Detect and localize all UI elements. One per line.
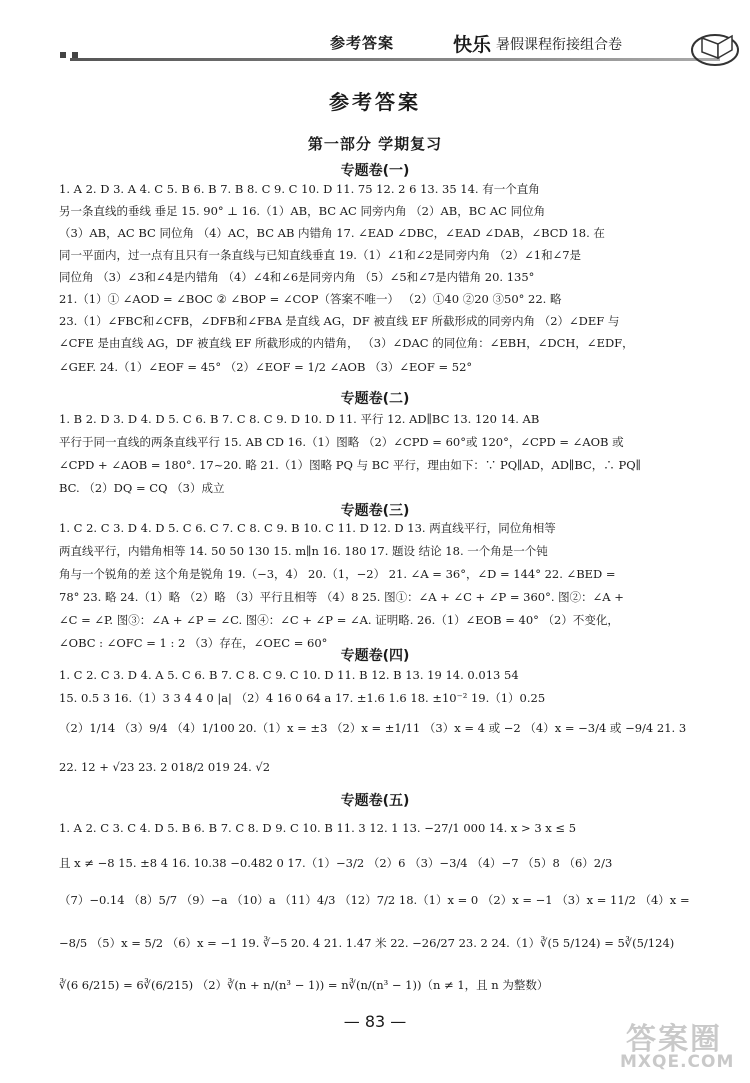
answer-line: 1. B 2. D 3. D 4. D 5. C 6. B 7. C 8. C 9. D 10. D 11. 平行 12. AD∥BC 13. 120 14. AB	[59, 412, 540, 426]
section-title: 专题卷(四)	[340, 648, 410, 664]
answer-line: 且 x ≠ −8 15. ±8 4 16. 10.38 −0.482 0 17.（1）−3/2 （2）6 （3）−3/4 （4）−7 （5）8 （6）2/3	[59, 856, 613, 870]
answer-line: 15. 0.5 3 16.（1）3 3 4 4 0 |a| （2）4 16 0 64 a 17. ±1.6 1.6 18. ±10⁻² 19.（1）0.25	[59, 691, 546, 705]
answer-line: （3）AB，AC BC 同位角 （4）AC，BC AB 内错角 17. ∠EAD ∠DBC，∠EAD ∠DAB，∠BCD 18. 在	[59, 226, 605, 240]
section-title: 专题卷(五)	[340, 793, 410, 809]
answer-line: 23.（1）∠FBC和∠CFB，∠DFB和∠FBA 是直线 AG，DF 被直线 EF 所截形成的同旁内角 （2）∠DEF 与	[59, 314, 620, 328]
answer-line: ∠CPD + ∠AOB = 180°. 17~20. 略 21.（1）图略 PQ 与 BC 平行，理由如下：∵ PQ∥AD，AD∥BC，∴ PQ∥	[59, 458, 641, 472]
watermark	[612, 1012, 737, 1074]
answer-line: 角与一个锐角的差 这个角是锐角 19.（−3，4） 20.（1，−2） 21. ∠A = 36°，∠D = 144° 22. ∠BED =	[59, 567, 616, 581]
answer-line: 21.（1）① ∠AOD = ∠BOC ② ∠BOP = ∠COP（答案不唯一） （2）①40 ②20 ③50° 22. 略	[59, 292, 562, 306]
answer-line: ∠C = ∠P. 图③：∠A + ∠P = ∠C. 图④：∠C + ∠P = ∠A. 证明略. 26.（1）∠EOB = 40° （2）不变化，	[59, 613, 619, 627]
answer-line: ∠OBC : ∠OFC = 1 : 2 （3）存在，∠OEC = 60°	[59, 636, 328, 650]
answer-line: 1. A 2. C 3. C 4. D 5. B 6. B 7. C 8. D 9. C 10. B 11. 3 12. 1 13. −27/1 000 14. x > 3 x ≤ 5	[59, 821, 577, 835]
page-header	[60, 28, 740, 76]
watermark-logo-text: 答案圈	[626, 1022, 722, 1057]
answer-line: −8/5 （5）x = 5/2 （6）x = −1 19. ∛−5 20. 4 21. 1.47 米 22. −26/27 23. 2 24.（1）∛(5 5/124) = 5∛(5/124)	[59, 936, 675, 950]
header-rule	[70, 58, 720, 61]
answer-line: ∛(6 6/215) = 6∛(6/215) （2）∛(n + n/(n³ − 1)) = n∛(n/(n³ − 1))（n ≠ 1，且 n 为整数）	[59, 978, 549, 992]
page-title: 参考答案	[329, 90, 421, 114]
answer-line: 1. C 2. C 3. D 4. A 5. C 6. B 7. C 8. C 9. C 10. D 11. B 12. B 13. 19 14. 0.013 54	[59, 668, 519, 682]
answer-line: 另一条直线的垂线 垂足 15. 90° ⊥ 16.（1）AB，BC AC 同旁内角 （2）AB，BC AC 同位角	[59, 204, 546, 218]
answer-line: 同一平面内，过一点有且只有一条直线与已知直线垂直 19.（1）∠1和∠2是同旁内角 （2）∠1和∠7是	[59, 248, 582, 262]
answer-line: 两直线平行，内错角相等 14. 50 50 130 15. m∥n 16. 180 17. 题设 结论 18. 一个角是一个钝	[59, 544, 548, 558]
answer-line: 同位角 （3）∠3和∠4是内错角 （4）∠4和∠6是同旁内角 （5）∠5和∠7是内错角 20. 135°	[59, 270, 535, 284]
answer-line: BC. （2）DQ = CQ （3）成立	[59, 481, 225, 495]
header-brand: 快乐	[453, 34, 492, 56]
part-title: 第一部分 学期复习	[307, 135, 443, 153]
answer-line: 1. A 2. D 3. A 4. C 5. B 6. B 7. B 8. C 9. C 10. D 11. 75 12. 2 6 13. 35 14. 有一个直角	[59, 182, 540, 196]
header-series-title: 暑假课程衔接组合卷	[496, 37, 622, 53]
answer-line: （2）1/14 （3）9/4 （4）1/100 20.（1）x = ±3 （2）x = ±1/11 （3）x = 4 或 −2 （4）x = −3/4 或 −9/4 21. 3	[59, 721, 687, 735]
section-title: 专题卷(一)	[340, 163, 410, 179]
book-logo-icon	[690, 28, 740, 68]
answer-line: 78° 23. 略 24.（1）略 （2）略 （3）平行且相等 （4）8 25. 图①：∠A + ∠C + ∠P = 360°. 图②：∠A +	[59, 590, 624, 604]
header-label: 参考答案	[330, 34, 395, 52]
watermark-site-text: MXQE.COM	[620, 1052, 735, 1072]
answer-line: （7）−0.14 （8）5/7 （9）−a （10）a （11）4/3 （12）7/2 18.（1）x = 0 （2）x = −1 （3）x = 11/2 （4）x =	[59, 893, 690, 907]
answer-line: ∠GEF. 24.（1）∠EOF = 45° （2）∠EOF = 1/2 ∠AOB （3）∠EOF = 52°	[59, 360, 473, 374]
answer-line: 1. C 2. C 3. D 4. D 5. C 6. C 7. C 8. C 9. B 10. C 11. D 12. D 13. 两直线平行，同位角相等	[59, 521, 556, 535]
answer-line: ∠CFE 是由直线 AG，DF 被直线 EF 所截形成的内错角， （3）∠DAC 的同位角：∠EBH，∠DCH，∠EDF，	[59, 336, 634, 350]
answer-line: 22. 12 + √23 23. 2 018/2 019 24. √2	[59, 760, 271, 774]
page-number: — 83 —	[343, 1012, 407, 1031]
answer-line: 平行于同一直线的两条直线平行 15. AB CD 16.（1）图略 （2）∠CPD = 60°或 120°，∠CPD = ∠AOB 或	[59, 435, 624, 449]
section-title: 专题卷(二)	[340, 391, 410, 407]
section-title: 专题卷(三)	[340, 503, 410, 519]
